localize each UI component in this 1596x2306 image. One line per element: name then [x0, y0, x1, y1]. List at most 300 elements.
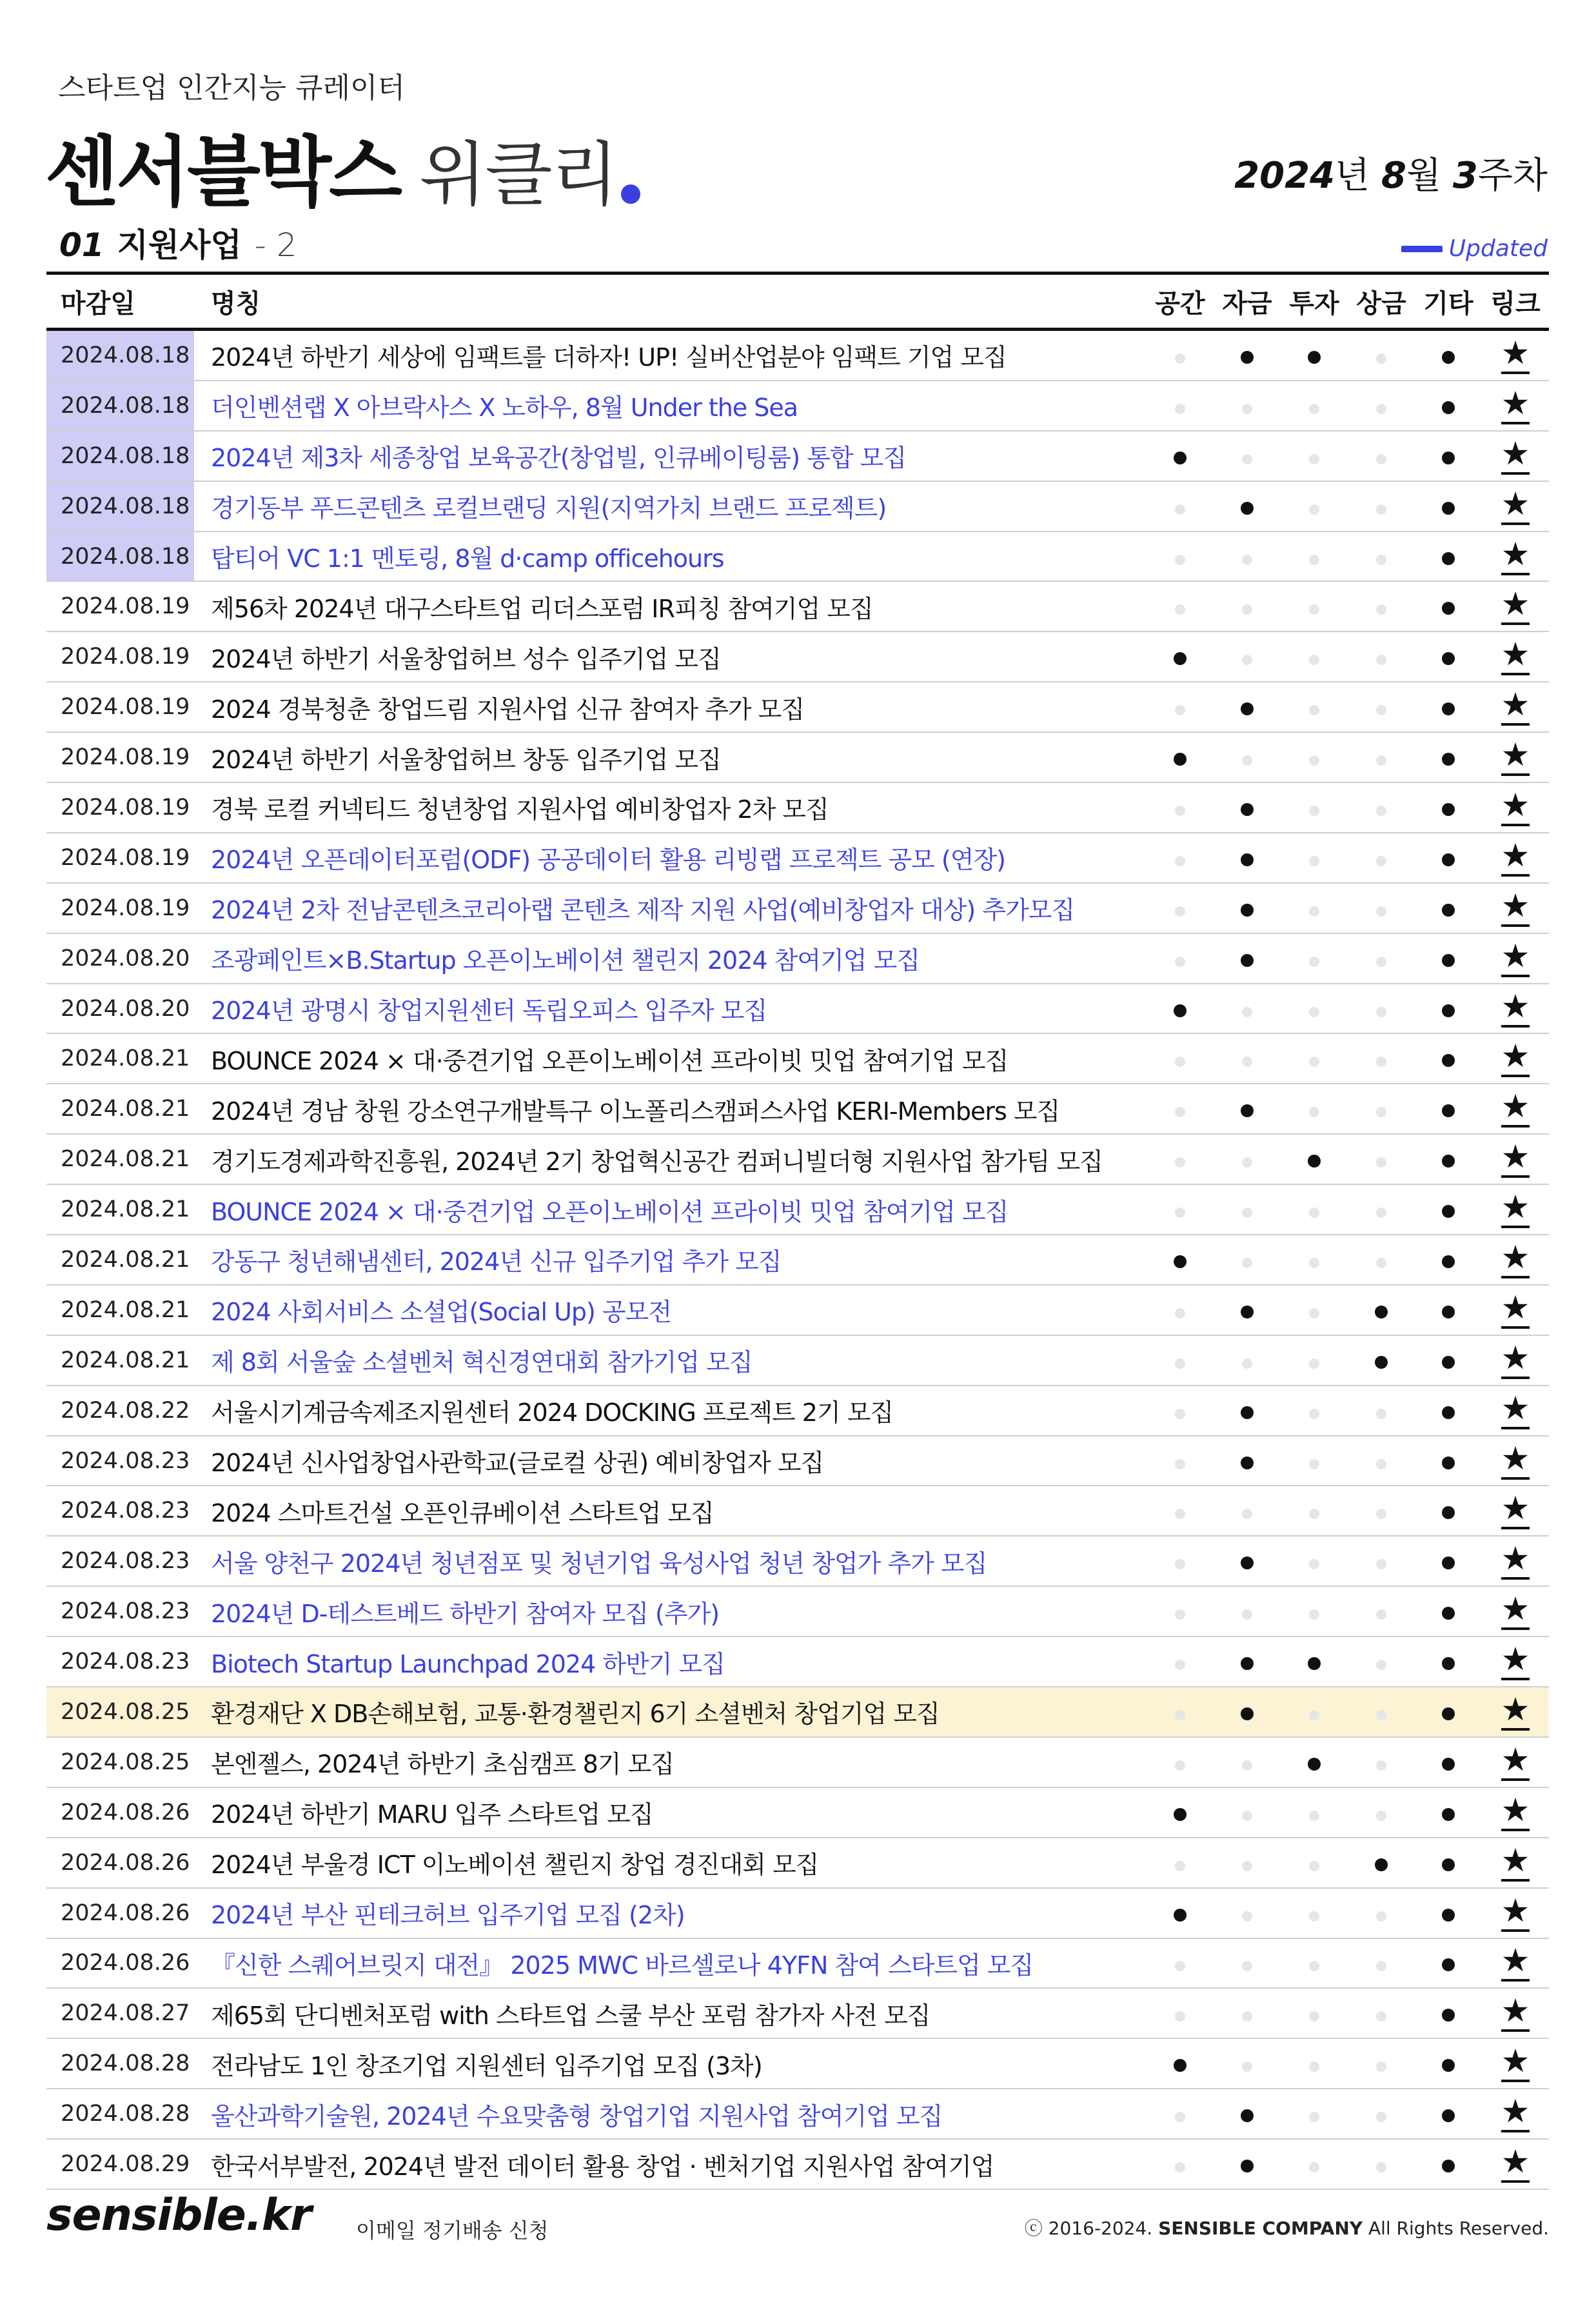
filled-dot-icon — [1442, 401, 1455, 414]
star-icon[interactable]: ★ — [1501, 1040, 1530, 1077]
empty-dot-icon — [1242, 1609, 1252, 1620]
empty-dot-icon — [1309, 1007, 1319, 1017]
filled-dot-icon — [1241, 2160, 1254, 2172]
row-deadline: 2024.08.19 — [61, 593, 190, 620]
empty-dot-icon — [1376, 604, 1386, 615]
star-icon[interactable]: ★ — [1501, 739, 1530, 776]
star-icon[interactable]: ★ — [1501, 1342, 1530, 1379]
star-icon[interactable]: ★ — [1501, 437, 1530, 475]
empty-dot-icon — [1309, 2062, 1319, 2072]
empty-dot-icon — [1376, 1911, 1386, 1922]
header-etc: 기타 — [1423, 288, 1473, 319]
empty-dot-icon — [1309, 1609, 1319, 1620]
star-icon[interactable]: ★ — [1501, 1191, 1530, 1228]
empty-dot-icon — [1309, 2162, 1319, 2172]
empty-dot-icon — [1309, 2011, 1319, 2022]
star-icon[interactable]: ★ — [1501, 789, 1530, 826]
empty-dot-icon — [1175, 1760, 1185, 1771]
row-space-cell — [1147, 1748, 1214, 1776]
table-row — [46, 1436, 1549, 1487]
filled-dot-icon — [1241, 2109, 1254, 2122]
row-program-name[interactable]: Biotech Startup Launchpad 2024 하반기 모집 — [211, 1649, 725, 1678]
filled-dot-icon — [1241, 853, 1254, 866]
table-row — [46, 984, 1549, 1035]
star-icon[interactable]: ★ — [1501, 1894, 1530, 1932]
row-invest-cell — [1281, 1044, 1348, 1073]
row-link-cell — [1482, 1140, 1549, 1178]
empty-dot-icon — [1242, 1258, 1252, 1268]
empty-dot-icon — [1376, 1609, 1386, 1620]
table-row — [46, 833, 1549, 884]
row-etc-cell — [1415, 1044, 1482, 1073]
row-fund-cell — [1214, 844, 1281, 872]
table-row — [46, 432, 1549, 482]
row-program-name[interactable]: 2024년 D-테스트베드 하반기 참여자 모집 (추가) — [211, 1599, 720, 1628]
row-invest-cell — [1281, 2100, 1348, 2128]
empty-dot-icon — [1242, 1157, 1252, 1168]
row-deadline: 2024.08.19 — [61, 694, 190, 721]
row-program-name[interactable]: 서울 양천구 2024년 청년점포 및 청년기업 육성사업 청년 창업가 추가 모집 — [211, 1549, 987, 1578]
star-icon[interactable]: ★ — [1501, 1140, 1530, 1178]
filled-dot-icon — [1308, 351, 1321, 364]
row-link-cell — [1482, 736, 1549, 776]
empty-dot-icon — [1175, 353, 1185, 364]
row-program-name: 경기도경제과학진흥원, 2024년 2기 창업혁신공간 컴퍼니빌더형 지원사업 참가팀 모집 — [211, 1147, 1103, 1176]
table-row — [46, 2039, 1549, 2089]
row-invest-cell — [1281, 592, 1348, 621]
row-fund-cell — [1214, 1246, 1281, 1274]
row-fund-cell — [1214, 1296, 1281, 1324]
row-prize-cell — [1348, 743, 1415, 771]
filled-dot-icon — [1241, 1104, 1254, 1117]
row-deadline: 2024.08.18 — [46, 482, 194, 531]
row-deadline: 2024.08.25 — [61, 1698, 190, 1725]
empty-dot-icon — [1175, 1308, 1185, 1318]
star-icon[interactable]: ★ — [1501, 1744, 1530, 1781]
filled-dot-icon — [1442, 1858, 1455, 1871]
star-icon[interactable]: ★ — [1501, 990, 1530, 1028]
filled-dot-icon — [1442, 502, 1455, 515]
row-etc-cell — [1415, 1496, 1482, 1525]
star-icon[interactable]: ★ — [1501, 890, 1530, 927]
empty-dot-icon — [1242, 755, 1252, 766]
row-link-cell — [1482, 585, 1549, 625]
empty-dot-icon — [1175, 705, 1185, 715]
star-icon[interactable]: ★ — [1501, 1994, 1530, 2032]
row-program-name[interactable]: BOUNCE 2024 × 대·중견기업 오픈이노베이션 프라이빗 밋업 참여기업 모집 — [211, 1197, 1009, 1226]
filled-dot-icon — [1174, 2059, 1187, 2072]
row-prize-cell — [1348, 2049, 1415, 2078]
star-icon[interactable]: ★ — [1501, 1593, 1530, 1630]
row-fund-cell — [1214, 1496, 1281, 1525]
empty-dot-icon — [1376, 1258, 1386, 1268]
empty-dot-icon — [1242, 604, 1252, 615]
row-fund-cell — [1214, 1447, 1281, 1475]
star-icon[interactable]: ★ — [1501, 1844, 1530, 1882]
empty-dot-icon — [1242, 1007, 1252, 1017]
row-program-name[interactable]: 2024년 제3차 세종창업 보육공간(창업빌, 인큐베이팅룸) 통합 모집 — [211, 444, 907, 473]
issue-month: 8 — [1381, 155, 1406, 197]
row-fund-cell — [1214, 1044, 1281, 1073]
row-etc-cell — [1415, 2049, 1482, 2078]
filled-dot-icon — [1442, 452, 1455, 464]
empty-dot-icon — [1376, 1107, 1386, 1117]
row-link-cell — [1482, 1791, 1549, 1831]
row-space-cell — [1147, 492, 1214, 521]
row-deadline: 2024.08.25 — [61, 1749, 190, 1775]
star-icon[interactable]: ★ — [1501, 940, 1530, 977]
row-etc-cell — [1415, 894, 1482, 922]
star-icon[interactable]: ★ — [1501, 638, 1530, 675]
star-icon[interactable]: ★ — [1501, 2095, 1530, 2132]
filled-dot-icon — [1442, 1909, 1455, 1922]
filled-dot-icon — [1241, 1306, 1254, 1318]
empty-dot-icon — [1376, 2011, 1386, 2022]
row-link-cell — [1482, 2092, 1549, 2132]
row-prize-cell — [1348, 844, 1415, 872]
empty-dot-icon — [1309, 1861, 1319, 1871]
filled-dot-icon — [1442, 1406, 1455, 1419]
star-icon[interactable]: ★ — [1501, 538, 1530, 575]
row-invest-cell — [1281, 1597, 1348, 1625]
empty-dot-icon — [1242, 1760, 1252, 1771]
empty-dot-icon — [1376, 555, 1386, 565]
filled-dot-icon — [1174, 1808, 1187, 1821]
row-prize-cell — [1348, 1195, 1415, 1224]
header-space: 공간 — [1155, 288, 1205, 319]
empty-dot-icon — [1309, 1961, 1319, 1971]
empty-dot-icon — [1376, 454, 1386, 464]
filled-dot-icon — [1442, 1004, 1455, 1017]
row-space-cell — [1147, 1447, 1214, 1475]
row-link-cell — [1482, 2042, 1549, 2082]
empty-dot-icon — [1376, 504, 1386, 515]
row-prize-cell — [1348, 1899, 1415, 1927]
row-fund-cell — [1214, 492, 1281, 521]
row-program-name[interactable]: 울산과학기술원, 2024년 수요맞춤형 창업기업 지원사업 참여기업 모집 — [211, 2102, 943, 2131]
row-deadline: 2024.08.20 — [61, 945, 190, 971]
empty-dot-icon — [1309, 1559, 1319, 1569]
table-row — [46, 682, 1549, 733]
row-program-name[interactable]: 경기동부 푸드콘텐츠 로컬브랜딩 지원(지역가치 브랜드 프로젝트) — [211, 494, 887, 523]
row-prize-cell — [1348, 995, 1415, 1023]
row-program-name[interactable]: 더인벤션랩 X 아브락사스 X 노하우, 8월 Under the Sea — [211, 393, 798, 422]
row-etc-cell — [1415, 492, 1482, 521]
row-space-cell — [1147, 392, 1214, 420]
star-icon[interactable]: ★ — [1501, 488, 1530, 525]
row-fund-cell — [1214, 894, 1281, 922]
row-deadline: 2024.08.18 — [46, 331, 194, 380]
row-program-name[interactable]: 2024년 부산 핀테크허브 입주기업 모집 (2차) — [211, 1901, 685, 1930]
row-invest-cell — [1281, 1095, 1348, 1123]
row-invest-cell — [1281, 693, 1348, 721]
row-prize-cell — [1348, 1145, 1415, 1173]
row-deadline: 2024.08.22 — [61, 1397, 190, 1424]
row-prize-cell — [1348, 1346, 1415, 1375]
row-fund-cell — [1214, 1397, 1281, 1425]
row-etc-cell — [1415, 642, 1482, 671]
empty-dot-icon — [1376, 755, 1386, 766]
filled-dot-icon — [1241, 1456, 1254, 1469]
empty-dot-icon — [1175, 1559, 1185, 1569]
row-program-name[interactable]: 2024 사회서비스 소셜업(Social Up) 공모전 — [211, 1298, 672, 1327]
empty-dot-icon — [1175, 2162, 1185, 2172]
row-link-cell — [1482, 1037, 1549, 1077]
filled-dot-icon — [1174, 652, 1187, 665]
row-space-cell — [1147, 1496, 1214, 1525]
row-space-cell — [1147, 2150, 1214, 2178]
filled-dot-icon — [1174, 1255, 1187, 1268]
row-invest-cell — [1281, 1246, 1348, 1274]
brand-bold: 센서블박스 — [45, 128, 400, 217]
row-invest-cell — [1281, 1496, 1348, 1525]
row-link-cell — [1482, 1690, 1549, 1731]
row-program-name: 2024년 하반기 세상에 임팩트를 더하자! UP! 실버산업분야 임팩트 기업 모집 — [211, 343, 1007, 372]
row-deadline: 2024.08.19 — [61, 844, 190, 871]
empty-dot-icon — [1175, 1208, 1185, 1218]
empty-dot-icon — [1376, 1057, 1386, 1067]
empty-dot-icon — [1242, 1509, 1252, 1519]
row-invest-cell — [1281, 642, 1348, 671]
row-link-cell — [1482, 1590, 1549, 1630]
row-space-cell — [1147, 1346, 1214, 1375]
empty-dot-icon — [1175, 1710, 1185, 1720]
star-icon[interactable]: ★ — [1501, 839, 1530, 877]
row-deadline: 2024.08.18 — [46, 532, 194, 581]
row-fund-cell — [1214, 1748, 1281, 1776]
row-program-name: 2024년 하반기 서울창업허브 성수 입주기업 모집 — [211, 644, 721, 673]
row-program-name[interactable]: 제 8회 서울숲 소셜벤처 혁신경연대회 참가기업 모집 — [211, 1348, 753, 1377]
row-program-name[interactable]: 2024년 광명시 창업지원센터 독립오피스 입주자 모집 — [211, 997, 767, 1026]
empty-dot-icon — [1242, 2011, 1252, 2022]
empty-dot-icon — [1376, 1811, 1386, 1821]
table-row — [46, 381, 1549, 432]
star-icon[interactable]: ★ — [1501, 1542, 1530, 1580]
empty-dot-icon — [1376, 957, 1386, 967]
updated-legend-label: Updated — [1448, 235, 1548, 262]
filled-dot-icon — [1174, 1004, 1187, 1017]
row-fund-cell — [1214, 1647, 1281, 1676]
row-space-cell — [1147, 743, 1214, 771]
row-link-cell — [1482, 635, 1549, 675]
star-icon[interactable]: ★ — [1501, 1090, 1530, 1128]
filled-dot-icon — [1308, 1657, 1321, 1670]
row-prize-cell — [1348, 1698, 1415, 1726]
row-etc-cell — [1415, 1547, 1482, 1575]
row-link-cell — [1482, 1338, 1549, 1379]
row-invest-cell — [1281, 1447, 1348, 1475]
row-fund-cell — [1214, 642, 1281, 671]
row-etc-cell — [1415, 1145, 1482, 1173]
row-program-name: 서울시기계금속제조지원센터 2024 DOCKING 프로젝트 2기 모집 — [211, 1398, 894, 1427]
star-icon[interactable]: ★ — [1501, 1492, 1530, 1529]
star-icon[interactable]: ★ — [1501, 588, 1530, 625]
star-icon[interactable]: ★ — [1501, 1442, 1530, 1480]
star-icon[interactable]: ★ — [1501, 1944, 1530, 1982]
row-prize-cell — [1348, 1496, 1415, 1525]
header-name: 명칭 — [211, 288, 261, 319]
empty-dot-icon — [1309, 1308, 1319, 1318]
subscribe-link[interactable]: 이메일 정기배송 신청 — [356, 2218, 549, 2243]
row-program-name[interactable]: 『신한 스퀘어브릿지 대전』 2025 MWC 바르셀로나 4YFN 참여 스타트업 모집 — [211, 1951, 1034, 1980]
row-fund-cell — [1214, 392, 1281, 420]
issue-year: 2024 — [1234, 155, 1335, 197]
row-deadline: 2024.08.23 — [61, 1598, 190, 1625]
row-invest-cell — [1281, 542, 1348, 571]
empty-dot-icon — [1376, 856, 1386, 866]
filled-dot-icon — [1442, 1205, 1455, 1218]
table-row — [46, 1135, 1549, 1185]
section-number: 01 — [59, 226, 104, 264]
row-space-cell — [1147, 693, 1214, 721]
row-etc-cell — [1415, 995, 1482, 1023]
star-icon[interactable]: ★ — [1501, 337, 1530, 374]
row-program-name: 제56차 2024년 대구스타트업 리더스포럼 IR피칭 참여기업 모집 — [211, 594, 873, 623]
table-row — [46, 1587, 1549, 1637]
row-space-cell — [1147, 542, 1214, 571]
row-space-cell — [1147, 1798, 1214, 1827]
row-invest-cell — [1281, 1899, 1348, 1927]
row-etc-cell — [1415, 1949, 1482, 1977]
table-row — [46, 1336, 1549, 1386]
filled-dot-icon — [1241, 502, 1254, 515]
row-invest-cell — [1281, 341, 1348, 370]
row-fund-cell — [1214, 592, 1281, 621]
row-etc-cell — [1415, 1748, 1482, 1776]
table-row — [46, 884, 1549, 934]
star-icon[interactable]: ★ — [1501, 688, 1530, 726]
site-logo[interactable]: sensible.kr — [46, 2190, 311, 2241]
row-etc-cell — [1415, 542, 1482, 571]
row-invest-cell — [1281, 1397, 1348, 1425]
row-prize-cell — [1348, 1397, 1415, 1425]
row-deadline: 2024.08.23 — [61, 1649, 190, 1675]
row-fund-cell — [1214, 1095, 1281, 1123]
star-icon[interactable]: ★ — [1501, 1643, 1530, 1680]
header-prize: 상금 — [1356, 288, 1406, 319]
filled-dot-icon — [1241, 1707, 1254, 1720]
row-deadline: 2024.08.26 — [61, 1849, 190, 1876]
empty-dot-icon — [1242, 1811, 1252, 1821]
row-program-name[interactable]: 탑티어 VC 1:1 멘토링, 8월 d·camp officehours — [211, 544, 724, 573]
header-fund: 자금 — [1222, 288, 1272, 319]
row-etc-cell — [1415, 1698, 1482, 1726]
row-etc-cell — [1415, 1397, 1482, 1425]
star-icon[interactable]: ★ — [1501, 2045, 1530, 2082]
empty-dot-icon — [1309, 404, 1319, 414]
row-fund-cell — [1214, 944, 1281, 973]
filled-dot-icon — [1241, 954, 1254, 967]
empty-dot-icon — [1376, 705, 1386, 715]
row-invest-cell — [1281, 2150, 1348, 2178]
row-deadline: 2024.08.19 — [61, 794, 190, 820]
empty-dot-icon — [1309, 1710, 1319, 1720]
row-link-cell — [1482, 1188, 1549, 1228]
row-deadline: 2024.08.28 — [61, 2051, 190, 2077]
star-icon[interactable]: ★ — [1501, 1291, 1530, 1329]
filled-dot-icon — [1442, 904, 1455, 917]
table-row — [46, 1386, 1549, 1436]
table-row — [46, 1738, 1549, 1788]
empty-dot-icon — [1376, 2062, 1386, 2072]
filled-dot-icon — [1442, 1556, 1455, 1569]
star-icon[interactable]: ★ — [1501, 1794, 1530, 1831]
row-space-cell — [1147, 1095, 1214, 1123]
table-row — [46, 934, 1549, 984]
star-icon[interactable]: ★ — [1501, 1693, 1530, 1731]
row-space-cell — [1147, 2049, 1214, 2078]
row-program-name[interactable]: 2024년 오픈데이터포럼(ODF) 공공데이터 활용 리빙랩 프로젝트 공모 (연장) — [211, 846, 1006, 875]
brand-light: 위클리 — [419, 135, 617, 215]
row-space-cell — [1147, 1195, 1214, 1224]
empty-dot-icon — [1309, 1358, 1319, 1369]
row-invest-cell — [1281, 1698, 1348, 1726]
row-invest-cell — [1281, 1748, 1348, 1776]
row-deadline: 2024.08.27 — [61, 2000, 190, 2027]
row-link-cell — [1482, 1288, 1549, 1329]
row-space-cell — [1147, 592, 1214, 621]
table-row — [46, 1838, 1549, 1889]
row-space-cell — [1147, 1849, 1214, 1877]
row-deadline: 2024.08.19 — [61, 895, 190, 921]
star-icon[interactable]: ★ — [1501, 387, 1530, 424]
row-deadline: 2024.08.23 — [61, 1498, 190, 1524]
filled-dot-icon — [1442, 1356, 1455, 1369]
row-link-cell — [1482, 688, 1549, 726]
row-program-name[interactable]: 2024년 2차 전남콘텐츠코리아랩 콘텐츠 제작 지원 사업(예비창업자 대상) 추가모집 — [211, 896, 1075, 925]
row-etc-cell — [1415, 392, 1482, 420]
table-row — [46, 1637, 1549, 1687]
star-icon[interactable]: ★ — [1501, 2145, 1530, 2183]
row-prize-cell — [1348, 392, 1415, 420]
empty-dot-icon — [1376, 806, 1386, 816]
empty-dot-icon — [1309, 1258, 1319, 1268]
row-fund-cell — [1214, 693, 1281, 721]
row-etc-cell — [1415, 1849, 1482, 1877]
table-row — [46, 733, 1549, 783]
star-icon[interactable]: ★ — [1501, 1392, 1530, 1429]
empty-dot-icon — [1376, 1660, 1386, 1670]
row-link-cell — [1482, 886, 1549, 927]
empty-dot-icon — [1175, 1459, 1185, 1469]
row-etc-cell — [1415, 1195, 1482, 1224]
row-fund-cell — [1214, 1698, 1281, 1726]
empty-dot-icon — [1175, 2112, 1185, 2122]
row-program-name[interactable]: 강동구 청년해냄센터, 2024년 신규 입주기업 추가 모집 — [211, 1247, 782, 1277]
row-etc-cell — [1415, 2100, 1482, 2128]
filled-dot-icon — [1241, 351, 1254, 364]
row-link-cell — [1482, 1090, 1549, 1128]
row-program-name[interactable]: 조광페인트×B.Startup 오픈이노베이션 챌린지 2024 참여기업 모집 — [211, 946, 920, 975]
table-row — [46, 1889, 1549, 1939]
table-row — [46, 1235, 1549, 1286]
row-fund-cell — [1214, 1346, 1281, 1375]
row-space-cell — [1147, 1698, 1214, 1726]
empty-dot-icon — [1175, 2011, 1185, 2022]
empty-dot-icon — [1175, 1609, 1185, 1620]
filled-dot-icon — [1442, 351, 1455, 364]
row-link-cell — [1482, 1439, 1549, 1480]
row-space-cell — [1147, 442, 1214, 470]
filled-dot-icon — [1308, 1758, 1321, 1771]
row-deadline: 2024.08.21 — [61, 1246, 190, 1273]
star-icon[interactable]: ★ — [1501, 1241, 1530, 1278]
table-row — [46, 2140, 1549, 2190]
row-prize-cell — [1348, 944, 1415, 973]
section-heading — [59, 219, 297, 266]
row-space-cell — [1147, 995, 1214, 1023]
row-program-name: 2024 경북청춘 창업드림 지원사업 신규 참여자 추가 모집 — [211, 695, 805, 724]
